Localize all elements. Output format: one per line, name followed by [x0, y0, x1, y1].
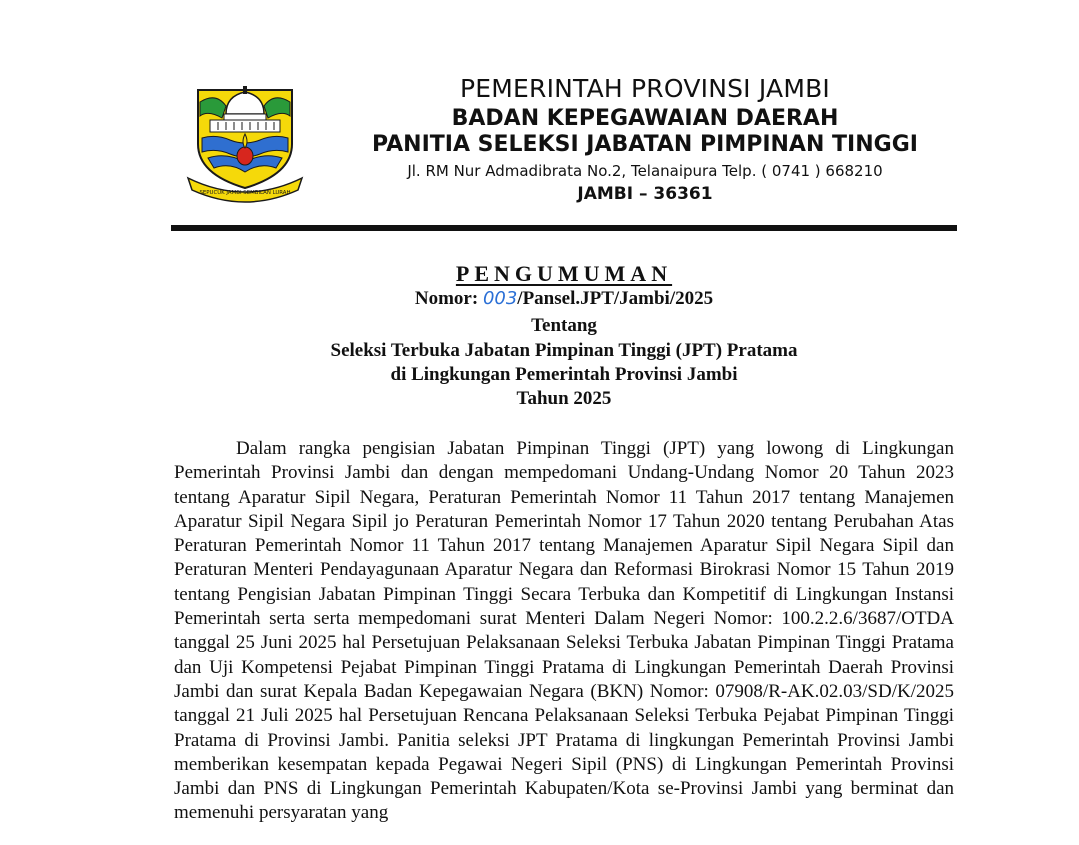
letterhead-committee: PANITIA SELEKSI JABATAN PIMPINAN TINGGI — [372, 132, 918, 157]
announcement-subject-line2: di Lingkungan Pemerintah Provinsi Jambi — [390, 364, 738, 385]
letterhead-city: JAMBI – 36361 — [577, 184, 713, 204]
letterhead-agency: BADAN KEPEGAWAIAN DAERAH — [451, 106, 839, 131]
jambi-province-emblem — [186, 82, 304, 204]
number-handwritten: 003 — [482, 288, 518, 309]
announcement-heading: PENGUMUMAN — [455, 261, 673, 286]
letterhead-government: PEMERINTAH PROVINSI JAMBI — [459, 74, 831, 103]
announcement-subject-line3: Tahun 2025 — [516, 388, 612, 409]
letterhead-address: Jl. RM Nur Admadibrata No.2, Telanaipura Telp. ( 0741 ) 668210 — [407, 162, 883, 180]
announcement-about: Tentang — [531, 315, 597, 336]
announcement-subject-line1: Seleksi Terbuka Jabatan Pimpinan Tinggi (JPT) Pratama — [330, 340, 798, 361]
announcement-number — [170, 288, 958, 310]
number-prefix: Nomor: — [414, 288, 483, 309]
number-suffix: /Pansel.JPT/Jambi/2025 — [517, 288, 714, 309]
letterhead-divider — [171, 225, 957, 231]
emblem-motto: SEPUCUK JAMBI SEMBILAN LURAH — [199, 190, 291, 196]
body-paragraph: Dalam rangka pengisian Jabatan Pimpinan Tinggi (JPT) yang lowong di Lingkungan Pemerintah Provinsi Jambi dan dengan mempedomani Undang-Undang Nomor 20 Tahun 2023 tentang Aparatur Sipil Negara, Peraturan Pemerintah Nomor 11 Tahun 2017 tentang Manajemen Aparatur Sipil Negara Sipil jo Peraturan Pemerintah Nomor 17 Tahun 2020 tentang Perubahan Atas Peraturan Pemerintah Nomor 11 Tahun 2017 tentang Manajemen Aparatur Sipil Negara Sipil dan Peraturan Menteri Pendayagunaan Aparatur Negara dan Reformasi Birokrasi Nomor 15 Tahun 2019 tentang Pengisian Jabatan Pimpinan Tinggi Secara Terbuka dan Kompetitif di Lingkungan Instansi Pemerintah serta serta mempedomani surat Menteri Dalam Negeri Nomor: 100.2.2.6/3687/OTDA tanggal 25 Juni 2025 hal Persetujuan Pelaksanaan Seleksi Terbuka Jabatan Pimpinan Tinggi Pratama dan Uji Kompetensi Pejabat Pimpinan Tinggi Pratama di Lingkungan Pemerintah Daerah Provinsi Jambi dan surat Kepala Badan Kepegawaian Negara (BKN) Nomor: 07908/R-AK.02.03/SD/K/2025 tanggal 21 Juli 2025 hal Persetujuan Rencana Pelaksanaan Seleksi Terbuka Pejabat Pimpinan Tinggi Pratama di Provinsi Jambi. Panitia seleksi JPT Pratama di lingkungan Pemerintah Provinsi Jambi memberikan kesempatan kepada Pegawai Negeri Sipil (PNS) di Lingkungan Pemerintah Provinsi Jambi dan PNS di Lingkungan Pemerintah Kabupaten/Kota se-Provinsi Jambi yang berminat dan memenuhi persyaratan yang — [174, 438, 954, 824]
